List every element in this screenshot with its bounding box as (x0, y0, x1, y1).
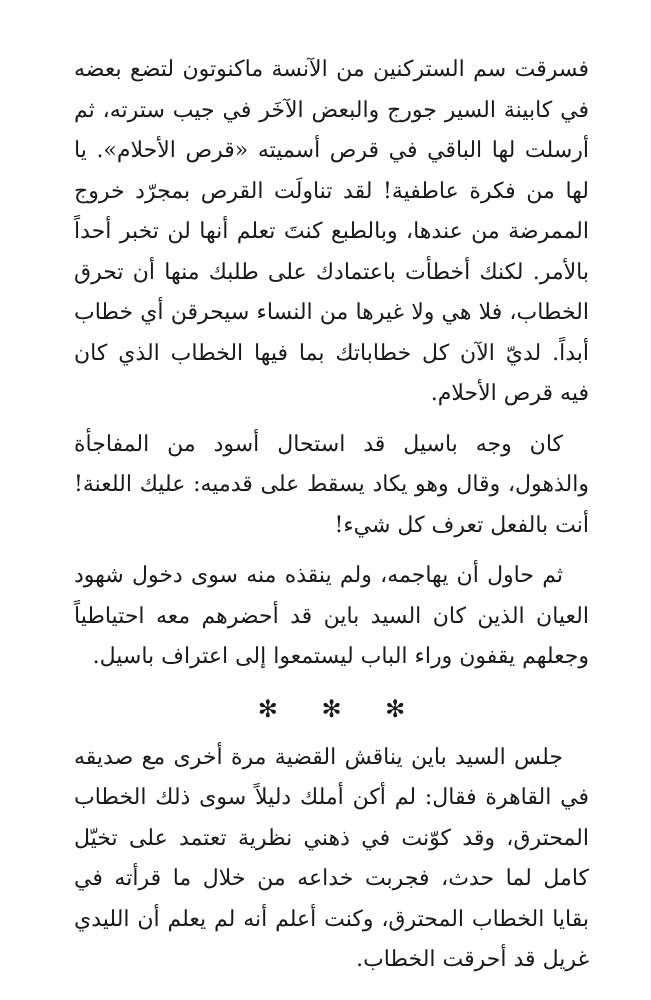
section-separator: ✻ ✻ ✻ (257, 694, 424, 723)
paragraph-2: كان وجه باسيل قد استحال أسود من المفاجأة والذهول، وقال وهو يكاد يسقط على قدميه: عليك اللعنة! أنت بالفعل تعرف كل شيء! (74, 431, 589, 538)
paragraph-1: فسرقت سم الستركنين من الآنسة ماكنوتون لتضع بعضه في كابينة السير جورج والبعض الآخَر في جيب سترته، ثم أرسلت لها الباقي في قرص أسميته «قرص الأحلام». يا لها من فكرة عاطفية! لقد تناولَت القرص بمجرّد خروج الممرضة من عندها، وبالطبع كنتَ تعلم أنها لن تخبر أحداً بالأمر. لكنك أخطأت باعتمادك على طلبك منها أن تحرق الخطاب، فلا هي ولا غيرها من النساء سيحرقن أي خطاب أبداً. لديّ الآن كل خطاباتك بما فيها الخطاب الذي كان فيه قرص الأحلام. (74, 57, 589, 406)
paragraph-3: ثم حاول أن يهاجمه، ولم ينقذه منه سوى دخول شهود العيان الذين كان السيد باين قد أحضرهم معه احتياطياً وجعلهم يقفون وراء الباب ليستمعوا إلى اعتراف باسيل. (74, 563, 589, 669)
paragraph-4: جلس السيد باين يناقش القضية مرة أخرى مع صديقه في القاهرة فقال: لم أكن أملك دليلاً سوى ذلك الخطاب المحترق، وقد كوّنت في ذهني نظرية تعتمد على تخيّل كامل لما حدث، فجربت خداعه من خلال ما قرأته في بقايا الخطاب المحترق، وكنت أعلم أنه لم يعلم أن الليدي غريل قد أحرقت الخطاب. (74, 744, 589, 972)
